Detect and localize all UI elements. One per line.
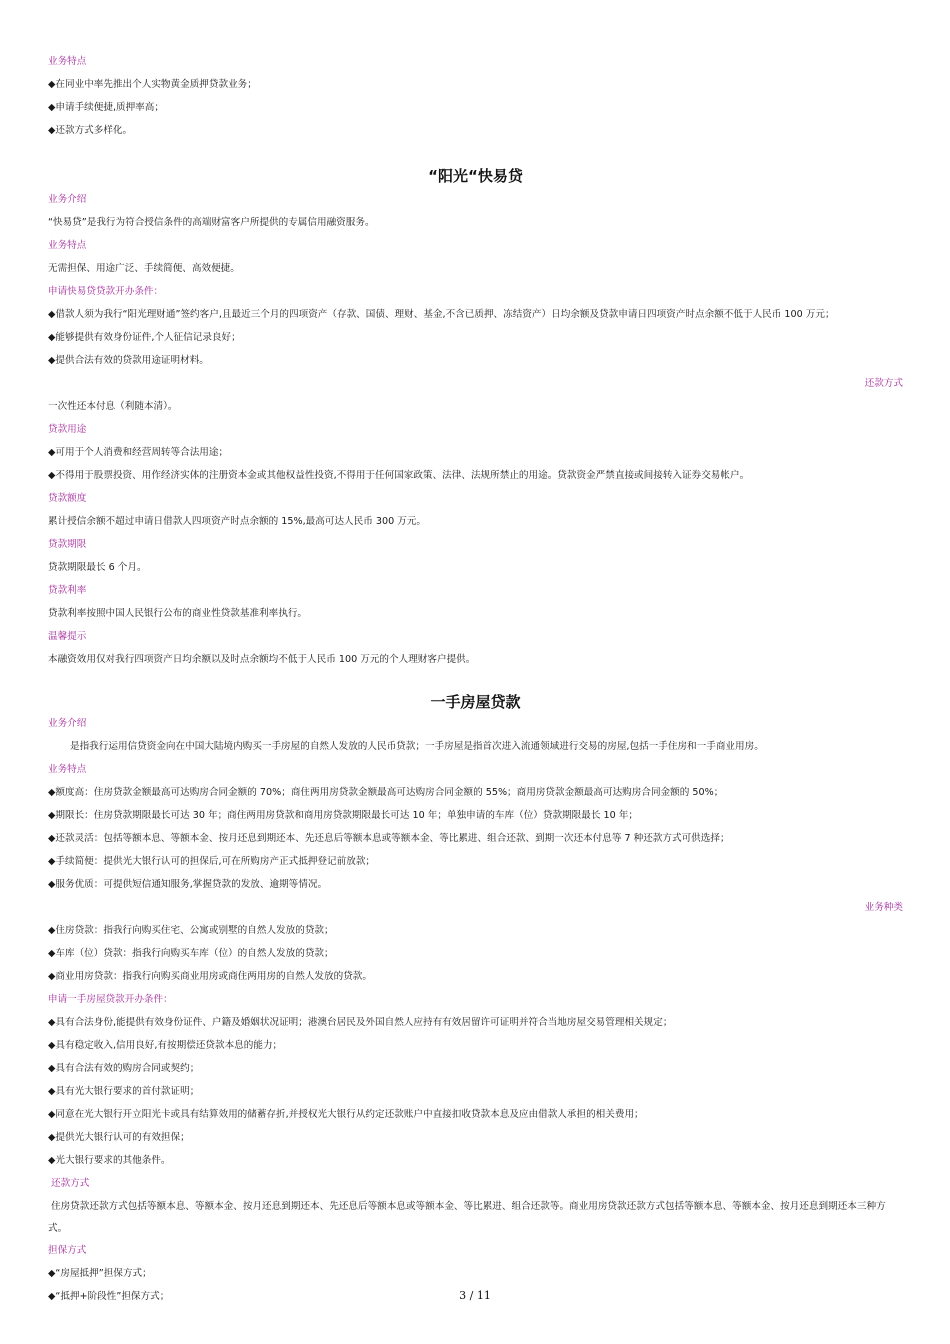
list-item: ◆能够提供有效身份证件,个人征信记录良好； <box>48 332 241 343</box>
list-item: ◆具有稳定收入,信用良好,有按期偿还贷款本息的能力； <box>48 1040 283 1051</box>
list-item: ◆车库（位）贷款：指我行向购买车库（位）的自然人发放的贷款； <box>48 948 334 959</box>
paragraph: 一次性还本付息（利随本清）。 <box>48 401 178 412</box>
paragraph: 贷款利率按照中国人民银行公布的商业性贷款基准利率执行。 <box>48 608 308 619</box>
paragraph: 是指我行运用信贷资金向在中国大陆境内购买一手房屋的自然人发放的人民币贷款；一手房屋是指首次进入流通领域进行交易的房屋,包括一手住房和一手商业用房。 <box>70 741 764 752</box>
section-heading: 业务特点 <box>48 764 87 775</box>
section-heading: 业务特点 <box>48 56 87 67</box>
section-heading: 贷款期限 <box>48 539 87 550</box>
paragraph: 无需担保、用途广泛、手续简便、高效便捷。 <box>48 263 240 274</box>
paragraph: 住房贷款还款方式包括等额本息、等额本金、按月还息到期还本、先还息后等额本息或等额本金、等比累进、组合还款等。商业用房贷款还款方式包括等额本息、等额本金、按月还息到期还本三种方式。 <box>48 1201 886 1234</box>
list-item: ◆借款人须为我行“阳光理财通”签约客户,且最近三个月的四项资产（存款、国债、理财、基金,不含已质押、冻结资产）日均余额及贷款申请日四项资产时点余额不低于人民币 100 万元； <box>48 309 835 320</box>
paragraph: 本融资效用仅对我行四项资产日均余额以及时点余额均不低于人民币 100 万元的个人理财客户提供。 <box>48 654 476 665</box>
list-item: ◆还款灵活：包括等额本息、等额本金、按月还息到期还本、先还息后等额本息或等额本金、等比累进、组合还款、到期一次还本付息等 7 种还款方式可供选择； <box>48 833 730 844</box>
section-title: “阳光“快易贷 <box>428 167 523 185</box>
list-item: ◆服务优质：可提供短信通知服务,掌握贷款的发放、逾期等情况。 <box>48 879 328 890</box>
section-heading: 还款方式 <box>864 378 903 389</box>
list-item: ◆不得用于股票投资、用作经济实体的注册资本金或其他权益性投资,不得用于任何国家政策、法律、法规所禁止的用途。贷款资金严禁直接或间接转入证券交易帐户。 <box>48 470 750 481</box>
list-item: ◆申请手续便捷,质押率高； <box>48 102 164 113</box>
section-heading: 贷款用途 <box>48 424 87 435</box>
page-number: 3 / 11 <box>459 1289 491 1302</box>
paragraph: 贷款期限最长 6 个月。 <box>48 562 147 573</box>
list-item: ◆光大银行要求的其他条件。 <box>48 1155 171 1166</box>
section-heading: 申请一手房屋贷款开办条件： <box>48 994 173 1005</box>
list-item: ◆额度高：住房贷款金额最高可达购房合同金额的 70%；商住两用房贷款金额最高可达购房合同金额的 55%；商用房贷款金额最高可达购房合同金额的 50%； <box>48 787 724 798</box>
section-heading: 还款方式 <box>51 1178 90 1189</box>
paragraph: “快易贷”是我行为符合授信条件的高端财富客户所提供的专属信用融资服务。 <box>48 217 375 228</box>
section-heading: 业务种类 <box>864 902 903 913</box>
list-item: ◆提供合法有效的贷款用途证明材料。 <box>48 355 209 366</box>
paragraph: 累计授信余额不超过申请日借款人四项资产时点余额的 15%,最高可达人民币 300 万元。 <box>48 516 427 527</box>
list-item: ◆“抵押+阶段性”担保方式； <box>48 1291 170 1302</box>
list-item: ◆期限长：住房贷款期限最长可达 30 年；商住两用房贷款和商用房贷款期限最长可达 10 年；单独申请的车库（位）贷款期限最长 10 年； <box>48 810 638 821</box>
list-item: ◆在同业中率先推出个人实物黄金质押贷款业务； <box>48 79 257 90</box>
section-heading: 业务介绍 <box>48 194 87 205</box>
section-heading: 业务介绍 <box>48 718 87 729</box>
section-heading: 申请快易贷贷款开办条件： <box>48 286 164 297</box>
list-item: ◆“房屋抵押”担保方式； <box>48 1268 152 1279</box>
list-item: ◆可用于个人消费和经营周转等合法用途； <box>48 447 229 458</box>
section-heading: 贷款额度 <box>48 493 87 504</box>
section-title: 一手房屋贷款 <box>430 693 521 711</box>
list-item: ◆具有合法身份,能提供有效身份证件、户籍及婚姻状况证明；港澳台居民及外国自然人应持有有效居留许可证明并符合当地房屋交易管理相关规定； <box>48 1017 673 1028</box>
list-item: ◆手续简便：提供光大银行认可的担保后,可在所购房产正式抵押登记前放款； <box>48 856 376 867</box>
document-page <box>48 56 903 1303</box>
list-item: ◆住房贷款：指我行向购买住宅、公寓或别墅的自然人发放的贷款； <box>48 925 334 936</box>
list-item: ◆同意在光大银行开立阳光卡或具有结算效用的储蓄存折,并授权光大银行从约定还款账户中直接扣收贷款本息及应由借款人承担的相关费用； <box>48 1109 644 1120</box>
list-item: ◆还款方式多样化。 <box>48 125 133 136</box>
section-heading: 业务特点 <box>48 240 87 251</box>
list-item: ◆提供光大银行认可的有效担保； <box>48 1132 190 1143</box>
section-heading: 担保方式 <box>48 1245 87 1256</box>
section-heading: 贷款利率 <box>48 585 87 596</box>
list-item: ◆商业用房贷款：指我行向购买商业用房或商住两用房的自然人发放的贷款。 <box>48 971 372 982</box>
list-item: ◆具有光大银行要求的首付款证明； <box>48 1086 200 1097</box>
section-heading: 温馨提示 <box>48 631 87 642</box>
list-item: ◆具有合法有效的购房合同或契约； <box>48 1063 200 1074</box>
